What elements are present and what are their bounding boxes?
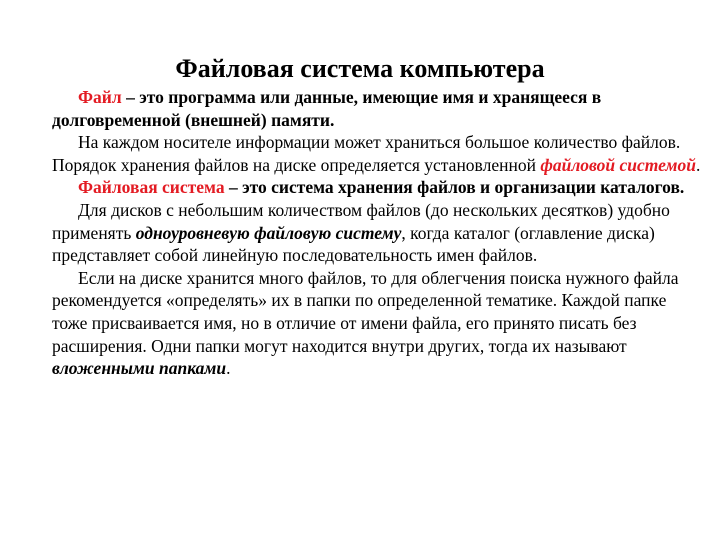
folders-text: Если на диске хранится много файлов, то для облегчения поиска нужного файла рекомендуется «определять» их в папки по определенной тематике. Каждой папке тоже присваивается имя, но в отличие от имени файла, его принято писать без расширения. Одни папки могут находится внутри других, тогда их называют <box>52 267 679 356</box>
folders-paragraph <box>52 267 702 380</box>
single-level-text: Для дисков с небольшим количеством файлов (до нескольких десятков) удобно применять <box>52 199 670 243</box>
storage-emphasis: файловой системой <box>540 154 696 175</box>
storage-text-end: . <box>695 154 701 175</box>
single-level-text-end: , когда каталог (оглавление диска) представляет собой линейную последовательность имен файлов. <box>52 222 655 266</box>
storage-paragraph <box>52 131 702 176</box>
slide-title: Файловая система компьютера <box>175 54 545 83</box>
file-term: Файл <box>78 87 122 107</box>
folders-text-end: . <box>226 358 231 379</box>
filesystem-definition-text: – это система хранения файлов и организации каталогов. <box>224 177 685 198</box>
folders-emphasis: вложенными папками <box>52 358 227 379</box>
storage-text: На каждом носителе информации может храниться большое количество файлов. Порядок хранения файлов на диске определяется установленной <box>52 132 681 175</box>
single-level-paragraph <box>52 199 702 267</box>
single-level-emphasis: одноуровневую файловую систему <box>135 222 402 243</box>
file-definition-paragraph <box>52 86 702 131</box>
file-definition-text: – это программа или данные, имеющие имя и хранящееся в долговременной (внешней) памяти. <box>52 87 602 130</box>
filesystem-definition-paragraph <box>52 176 702 199</box>
filesystem-term: Файловая система <box>78 177 225 198</box>
slide-body <box>52 86 702 380</box>
